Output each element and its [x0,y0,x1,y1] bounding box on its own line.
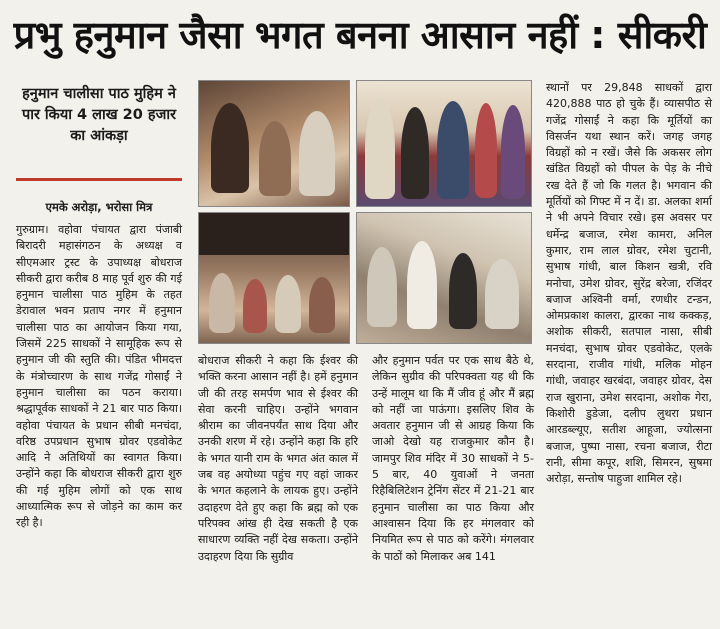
event-photo-1 [198,80,350,207]
event-photo-2 [356,80,532,207]
column-3-text: और हनुमान पर्वत पर एक साथ बैठे थे, लेकिन सुग्रीव की परिपक्वता यह थी कि उन्हें मालूम था कि मैं जीव हूं और मैं ब्रह्म को नहीं जा पाऊंगा। इसलिए शिव के अवतार हनुमान जी से आग्रह किया कि जाओ देखो यह राजकुमार कौन है। जामपुर शिव मंदिर में 30 साधकों ने 5-5 बार, 40 युवाओं ने जनता रिहैबिलिटेशन ट्रेनिंग सेंटर में 21-21 बार हनुमान चालीसा का पाठ किया और आश्वासन दिया कि हर मंगलवार को नियमित रूप से पाठ को करेंगे। मंगलवार के पाठों को मिलाकर अब 141 [372,354,534,563]
column-4-text: स्थानों पर 29,848 साधकों द्वारा 420,888 पाठ हो चुके हैं। व्यासपीठ से गजेंद्र गोसाईं ने कहा कि मूर्तियों का विसर्जन यथा स्थान करें। जगह जगह विग्रहों को न रखें। जैसे कि अकसर लोग खंडित विग्रहों को पीपल के पेड़ के नीचे रख देते हैं जो कि गलत है। भगवान की मूर्तियों को गिफ्ट में न दें। डा. अलका शर्मा ने भी अपने विचार रखे। इस अवसर पर धर्मेन्द्र बजाज, रमेश कामरा, अनिल कुमार, राम लाल ग्रोवर, रमेश चुटानी, सुभाष गांधी, बाल किशन खत्री, रवि मनोचा, उमेश ग्रोवर, सुरेंद्र बरेजा, रजिंदर बजाज अश्विनी वर्मा, रणधीर टन्डन, ओमप्रकाश कालरा, द्वारका नाथ कक्कड़, अशोक सीकरी, सतपाल नासा, सीबी मनचंदा, सुभाष ग्रोवर एडवोकेट, एलके सरदाना, राजीव गांधी, मलिक मोहन गांधी, जवाहर खरबंदा, जवाहर ग्रोवर, देस राज खुराना, उमेश सरदाना, अशोक गेरा, किशोरी डुडेजा, दलीप लुथरा प्रधान आरडब्ल्यूए, सतीश आहूजा, ज्योत्सना बजाज, पुष्पा नासा, रचना बजाज, रीटा रानी, सीमा कपूर, शशि, सिमरन, सुषमा अरोड़ा, सन्तोष पाहुजा शामिल रहे। [546,81,712,486]
subheadline: हनुमान चालीसा पाठ मुहिम ने पार किया 4 लाख 20 हजार का आंकड़ा [21,86,177,144]
byline: एमके अरोड़ा, भरोसा मित्र [45,200,153,214]
column-1-text: गुरुग्राम। वहोवा पंचायत द्वारा पंजाबी बिरादरी महासंगठन के अध्यक्ष व सीएमआर ट्रस्ट के उपाध्यक्ष बोधराज सीकरी द्वारा करीब 8 माह पूर्व शुरु की गई हनुमान चालीसा पाठ मुहिम के तहत डेरावाल भवन प्रताप नगर में हनुमान चालीसा पाठ का आयोजन किया गया, जिसमें 225 साधकों ने सामूहिक रूप से हनुमान जी की स्तुति की। पंडित भीमदत्त के मंत्रोच्चारण के साथ गजेंद्र गोसाईं ने हनुमान चालीसा का पठन कराया। श्रद्धापूर्वक साधकों ने 21 बार पाठ किया। वहोवा पंचायत के प्रधान सीबी मनचंदा, वरिष्ठ उपप्रधान सुभाष ग्रोवर एडवोकेट आदि ने अतिथियों का स्वागत किया। उन्होंने कहा कि बोधराज सीकरी द्वारा शुरु की गई मुहिम लोगों को एक साथ आध्यात्मिक रूप से जोड़ने का काम कर रही है। [16,223,182,530]
article-column-4 [546,80,712,487]
column-2-text: बोधराज सीकरी ने कहा कि ईश्वर की भक्ति करना आसान नहीं है। हमें हनुमान जी की तरह समर्पण भाव से ईश्वर की सेवा करनी चाहिए। उन्होंने भगवान श्रीराम का जीवनपर्यंत साथ दिया और उनकी शरण में रहे। उन्होंने कहा कि हरि के भगत यानी राम के भगत अंत काल में जब वह अयोध्या पहुंच गए वहां जाकर के भगत कहलाने के लायक हुए। उन्होंने उदाहरण देते हुए कहा कि ब्रह्म को एक परिपक्व आंख ही देख सकती है एक साधारण व्यक्ति नहीं देख सकता। उन्होंने उदाहरण दिया कि सुग्रीव [198,354,358,563]
article-column-1 [16,222,182,532]
event-photo-4 [356,212,532,344]
headline: प्रभु हनुमान जैसा भगत बनना आसान नहीं : सीकरी [13,13,707,57]
event-photo-3 [198,212,350,344]
article-column-3 [372,353,534,565]
article-column-2 [198,353,358,565]
red-divider [16,178,182,181]
